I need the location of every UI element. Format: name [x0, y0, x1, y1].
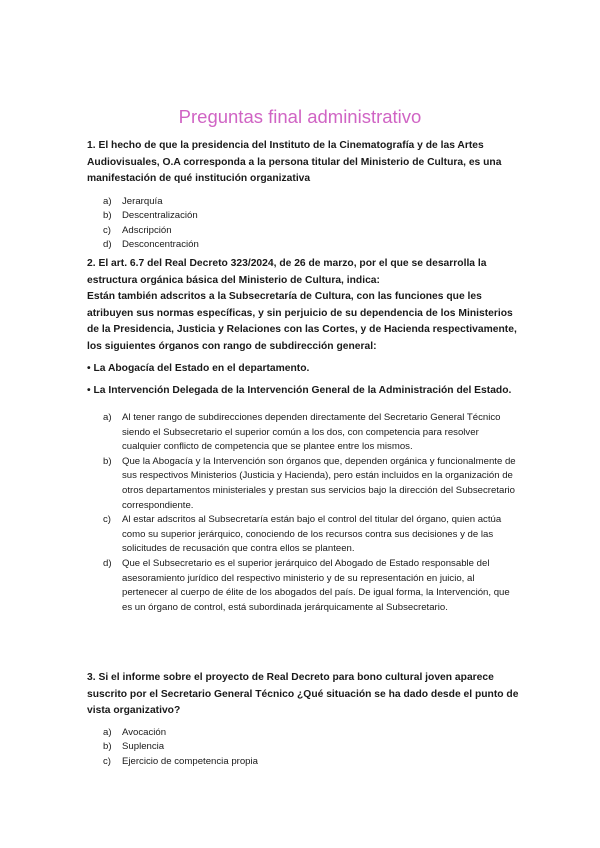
question-2-option-c: c) Al estar adscritos al Subsecretaría están bajo el control del titular del órgano, quien actúa como su superior jerárquico, conociendo de los recursos contra sus decisiones y de las solicitudes de recusación que contra ellos se planteen. — [103, 514, 502, 555]
question-3-option-b: b) Suplencia — [103, 741, 165, 753]
question-1-option-a: a) Jerarquía — [103, 195, 163, 207]
question-2-option-a: a) Al tener rango de subdirecciones dependen directamente del Secretario General Técnico siendo el Subsecretario el superior común a los dos, con competencia para resolver cualquier conflicto de competencia que se plantee entre los mismos. — [103, 412, 501, 453]
question-1-option-b: b) Descentralización — [103, 210, 198, 222]
question-3-text: 3. Si el informe sobre el proyecto de Real Decreto para bono cultural joven aparece suscrito por el Secretario General Técnico ¿Qué situación se ha dado desde el punto de vista organizativo? — [87, 672, 519, 716]
document-title: Preguntas final administrativo — [178, 106, 422, 127]
question-2-option-b: b) Que la Abogacía y la Intervención son órganos que, dependen orgánica y funcionalmente de sus respectivos Ministerios (Justicia y Hacienda), pero están incluidos en la organización de otros departamentos ministeriales y prestan sus servicios bajo la dirección del Subsecretario correspondiente. — [103, 455, 516, 511]
question-2-body: Están también adscritos a la Subsecretaría de Cultura, con las funciones que les atribuyen sus normas específicas, y sin perjuicio de su dependencia de los Ministerios de la Presidencia, Justicia y Relaciones con las Cortes, y de Hacienda respectivamente, los siguientes órganos con rango de subdirección general: — [87, 291, 517, 352]
question-3-options — [87, 726, 519, 770]
question-2-bullet-1: • La Abogacía del Estado en el departamento. — [87, 363, 310, 374]
question-3-option-c: c) Ejercicio de competencia propia — [103, 755, 258, 767]
question-2-option-d: d) Que el Subsecretario es el superior jerárquico del Abogado de Estado responsable del asesoramiento jurídico del respectivo ministerio y de su representación en juicio, al pertenecer al cuerpo de élite de los abogados del país. De igual forma, la Intervención, que es un órgano de control, está subordinada jerárquicamente al Subsecretario. — [103, 557, 510, 613]
question-1-option-d: d) Desconcentración — [103, 239, 199, 251]
question-1-options — [87, 195, 519, 253]
question-1 — [87, 138, 519, 253]
question-2-bullet-2: • La Intervención Delegada de la Intervención General de la Administración del Estado. — [87, 384, 512, 396]
question-1-text: 1. El hecho de que la presidencia del Instituto de la Cinematografía y de las Artes Audiovisuales, O.A corresponda a la persona titular del Ministerio de Cultura, es una manifestación de qué institución organizativa — [87, 140, 502, 184]
question-3 — [87, 670, 519, 769]
question-2-options — [87, 411, 519, 615]
question-2 — [87, 256, 519, 615]
question-2-text: 2. El art. 6.7 del Real Decreto 323/2024, de 26 de marzo, por el que se desarrolla la estructura orgánica básica del Ministerio de Cultura, indica: — [87, 258, 487, 286]
question-3-option-a: a) Avocación — [103, 726, 167, 738]
question-1-option-c: c) Adscripción — [103, 224, 172, 236]
